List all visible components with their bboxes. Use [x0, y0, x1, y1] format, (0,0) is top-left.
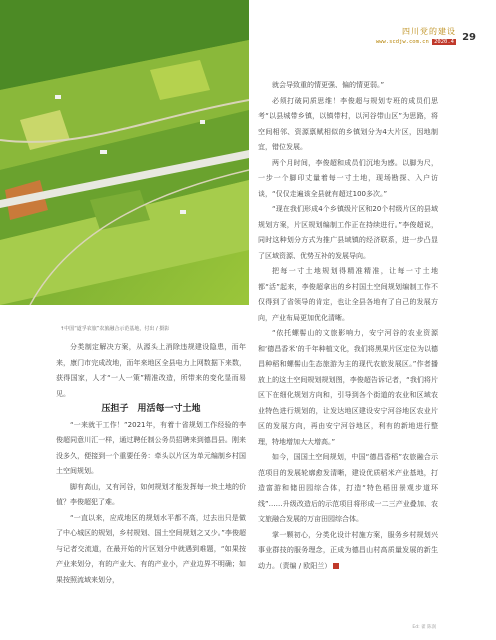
paragraph: 分类制定解决方案，从源头上消除违规建设隐患，而年来，康门市完成改地，而年来地区全县电力上网数据下来数，获得国家，人才“一人一策”精准改造，所带来的变化显而易见。: [56, 343, 246, 398]
section-subheading: 压担子 用活每一寸土地: [101, 404, 201, 414]
magazine-name: 四川党的建设: [402, 27, 456, 36]
paragraph: “依托螺髻山的文旅影响力，安宁河谷的农业资源和‘德昌香米’的千年种植文化，我们将黑果片区定位为以德昌种稻和螺髻山生态旅游为主的现代农旅发展区。”作者播放上的这土空间规划规划图，李俊超告诉记者，“我们将片区下在细化规划方向和，引导到各个街道的农业和区域农业特色进行规划的，让发达地区建设安宁河谷地区农业片区的发展方向，再由安宁河谷地区，利有的新地进行整理，特地增加大大增高。”: [258, 329, 438, 446]
paragraph: 就会导致重的情更强、偏的情更弱。”: [272, 81, 385, 89]
paragraph: 如今，国国土空间规划，中国“德昌香稻”农旅融合示范项目的发展轮廓愈发清晰，建设优质稻米产业基地，打造富游和储田园综合体，打造“特色稻田景观步道环线”……升级改造后的示范项目将形成一二三产业叠加、农文旅融合发展的万亩田园综合体。: [258, 453, 438, 523]
paragraph: 必须打破同质思维！李俊超与规划专班的成员们思考“以县城带乡镇，以镇带村，以河谷带山区”为思路，将空间相邻、资源禀赋相似的乡镇划分为4大片区，因地制宜，错位发展。: [258, 96, 438, 151]
paragraph: 掌一颗初心，分类化设计村施方案，服务乡村规划兴事业群技的服务理念，正成为德昌山村高质量发展的新生动力。（责编 / 欧阳兰）: [258, 530, 438, 570]
page-header: [296, 0, 496, 52]
paragraph: 脚有高山，又有河谷，如何规划才能发挥每一块土地的价值？李俊超犯了难。: [56, 482, 246, 506]
paragraph: “一直以来，应成地区的规划水平都不高，过去出只是做了中心城区的规划，乡村规划、国土空间规划之又少。”李俊超与记者交流道，在最开始的片区划分中就遇到难题，“如果按产业来划分，有的产业大、有的产业小，产业边界不明确；如果按照流域来划分，: [56, 513, 246, 584]
aerial-farmland-photo: [0, 0, 249, 305]
page-number: 29: [462, 32, 476, 43]
photo-caption: ↑中国“道孚农旅”农旅融合示范基地，付出 / 摄影: [60, 326, 170, 332]
paragraph: “现在我们形成4个乡镇级片区和20个村级片区的县域规划方案，片区规划编制工作正在持续进行。”李俊超说，同时这种划分方式为推广县域镇的经济联系，进一步凸显了区域资源、优势互补的发展导向。: [258, 205, 438, 260]
right-column: [258, 78, 438, 574]
left-column: [56, 340, 246, 588]
editor-note: Ed: 翟 陈润: [412, 625, 436, 630]
end-mark-icon: [333, 563, 339, 569]
paragraph: 把每一寸土地规划得精准精准，让每一寸土地都“活”起来，李俊超拿出的乡村国土空间规划编制工作不仅得到了省领导的肯定，也让全县各地有了自己的发展方向，产业布局更加优化清晰。: [258, 267, 438, 322]
paragraph: “一来就干工作！”2021年，有着十省规划工作经验的李俊超同意川汇一样，通过聘任制公务员招聘来到德昌县。刚来没多久，便接到一个重要任务：牵头以片区为单元编制乡村国土空间规划。: [56, 420, 246, 475]
paragraph: 两个月时间，李俊超和成员们沉地为感。以脚为尺，一步一个脚印丈量着每一寸土地，现场勘探、入户访谈，“仅仅走遍该全县就有超过100多次。”: [258, 158, 438, 198]
magazine-url: www.scdjw.com.cn 2020.4: [375, 39, 454, 45]
